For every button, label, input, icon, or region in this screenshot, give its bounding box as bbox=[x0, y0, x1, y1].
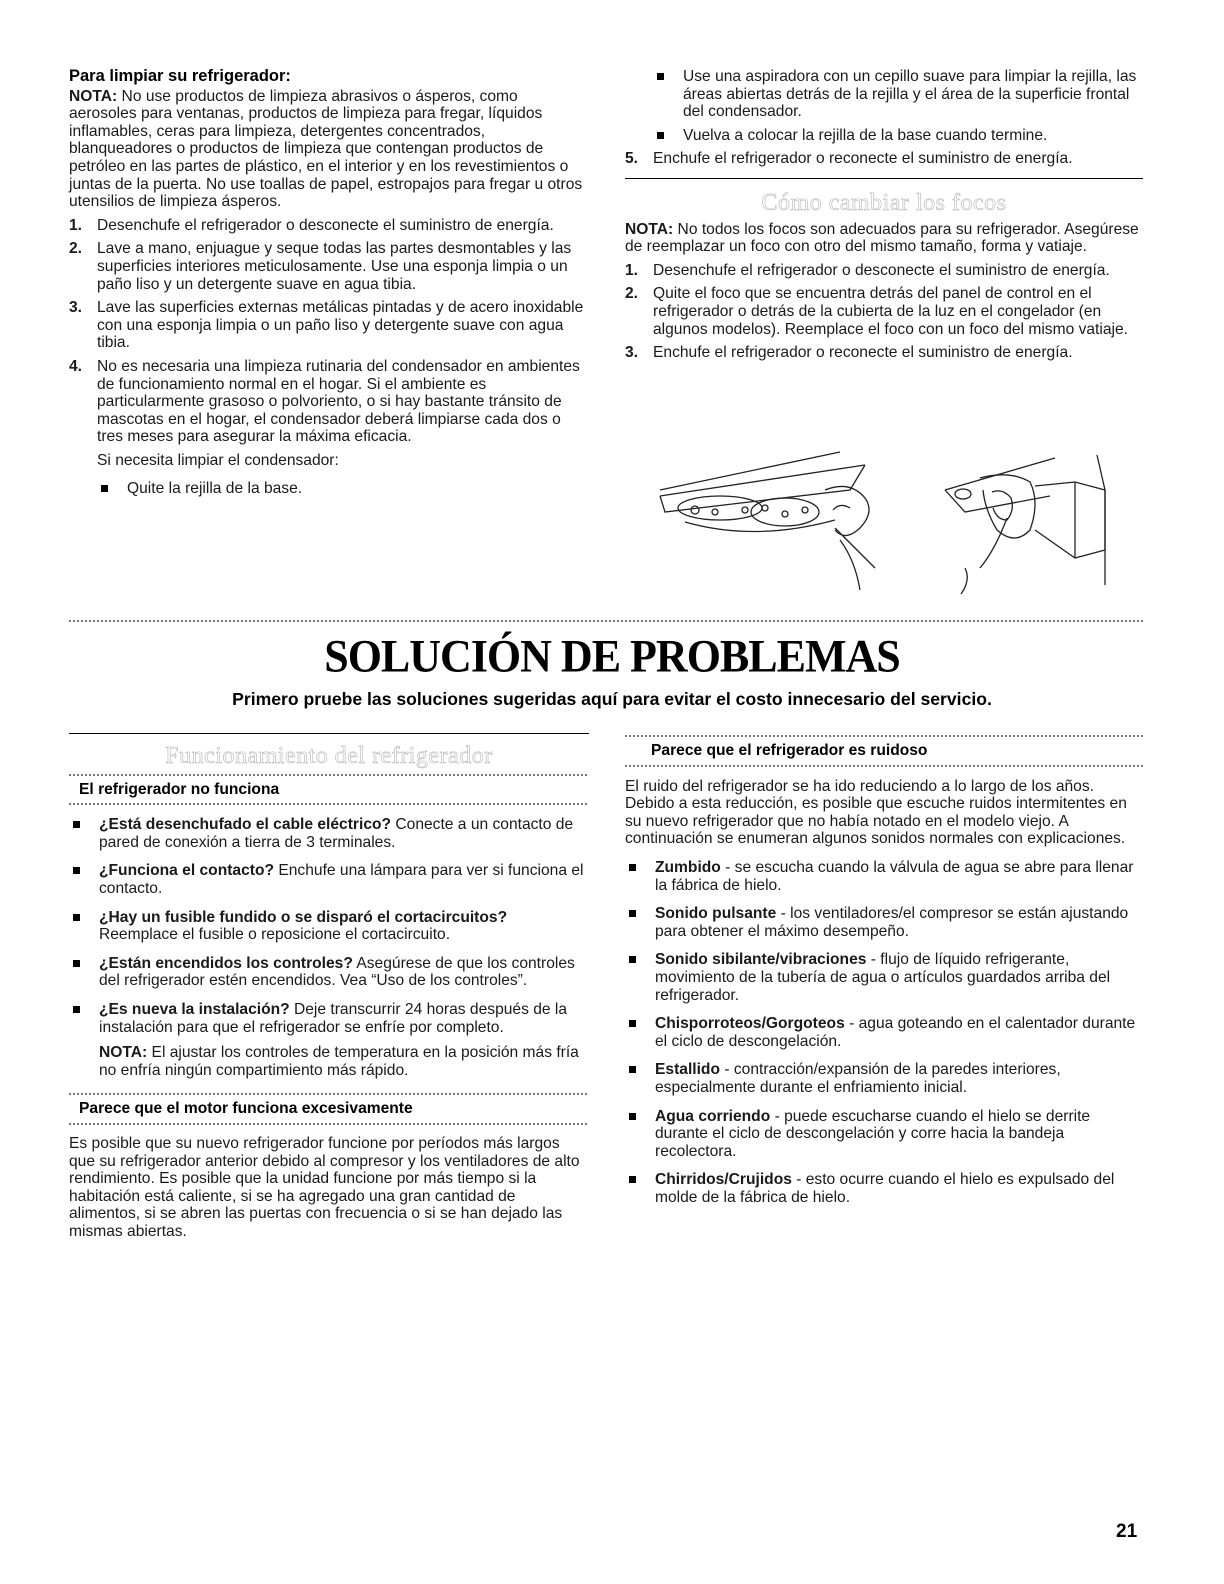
divider bbox=[69, 1123, 589, 1125]
bullet-icon bbox=[73, 960, 80, 967]
condenser-bullets-cont bbox=[625, 68, 1143, 144]
motor-text: Es posible que su nuevo refrigerador funcione por períodos más largos que su refrigerador anterior debido al compresor y los ventiladores de alto rendimiento. Es posible que la unidad funcione por más tiempo si la habitación está caliente, si se ha agregado una gran cantidad de alimentos, si se abren las puertas con frecuencia o si se han dejado las mismas abiertas. bbox=[69, 1134, 580, 1240]
note-text: No use productos de limpieza abrasivos o ásperos, como aerosoles para ventanas, productos de limpieza para fregar, líquidos inflamables, ceras para limpieza, detergentes concentrados, blanqueadores o productos de limpieza que contengan productos de petróleo en las partes de plástico, en el interior y en los revestimientos o juntas de la puerta. No use toallas de papel, estropajos para fregar u otros utensilios de limpieza ásperos. bbox=[69, 87, 583, 211]
list-item: Vuelva a colocar la rejilla de la base cuando termine. bbox=[653, 127, 1143, 145]
divider bbox=[69, 733, 589, 734]
refrigerator-operation-section bbox=[69, 733, 589, 1240]
cleaning-steps bbox=[69, 217, 589, 446]
bulbs-steps bbox=[625, 262, 1143, 362]
list-item: 2. Quite el foco que se encuentra detrás del panel de control en el refrigerador o detrás de la cubierta de la luz en el congelador (en algunos modelos). Reemplace el foco con un foco del mismo vatiaje. bbox=[625, 285, 1128, 338]
list-item: Zumbido - se escucha cuando la válvula de agua se abre para llenar la fábrica de hielo. bbox=[625, 859, 1143, 894]
bullet-icon bbox=[101, 485, 108, 492]
divider bbox=[69, 620, 1143, 622]
noise-section bbox=[625, 733, 1143, 1206]
bullet-icon bbox=[73, 914, 80, 921]
divider bbox=[625, 178, 1143, 179]
cleaning-heading: Para limpiar su refrigerador: bbox=[69, 67, 291, 85]
note-label: NOTA: bbox=[99, 1044, 148, 1062]
list-item: 1. Desenchufe el refrigerador o desconecte el suministro de energía. bbox=[69, 216, 554, 234]
list-item: ¿Hay un fusible fundido o se disparó el cortacircuitos? Reemplace el fusible o reposicione el cortacircuito. bbox=[69, 909, 589, 944]
bullet-icon bbox=[73, 821, 80, 828]
list-item: 5. Enchufe el refrigerador o reconecte el suministro de energía. bbox=[625, 150, 1073, 168]
bullet-icon bbox=[629, 1176, 636, 1183]
divider bbox=[69, 803, 589, 805]
page-title: SOLUCIÓN DE PROBLEMAS bbox=[324, 630, 900, 683]
note-text: No todos los focos son adecuados para su refrigerador. Asegúrese de reemplazar un foco con otro del mismo tamaño, forma y vatiaje. bbox=[625, 220, 1139, 256]
step-5 bbox=[625, 150, 1143, 168]
condenser-continued bbox=[625, 68, 1143, 362]
cleaning-note bbox=[69, 88, 589, 211]
not-working-note bbox=[69, 1044, 589, 1079]
subheading-motor: Parece que el motor funciona excesivamente bbox=[79, 1100, 413, 1118]
subheading-noisy: Parece que el refrigerador es ruidoso bbox=[651, 742, 928, 759]
not-working-items bbox=[69, 816, 589, 1036]
note-label: NOTA: bbox=[69, 87, 118, 105]
list-item: ¿Funciona el contacto? Enchufe una lámpara para ver si funciona el contacto. bbox=[69, 862, 589, 897]
page-number: 21 bbox=[1116, 1521, 1138, 1542]
bullet-icon bbox=[73, 867, 80, 874]
condenser-bullets bbox=[69, 480, 589, 498]
list-item: 1. Desenchufe el refrigerador o desconecte el suministro de energía. bbox=[625, 261, 1110, 279]
list-item: Sonido pulsante - los ventiladores/el compresor se están ajustando para obtener el máximo desempeño. bbox=[625, 905, 1143, 940]
note-text: El ajustar los controles de temperatura en la posición más fría no enfría ningún compartimiento más rápido. bbox=[99, 1044, 579, 1079]
bullet-icon bbox=[629, 1113, 636, 1120]
bullet-icon bbox=[629, 956, 636, 963]
list-item: Chirridos/Crujidos - esto ocurre cuando el hielo es expulsado del molde de la fábrica de hielo. bbox=[625, 1171, 1143, 1206]
list-item: Sonido sibilante/vibraciones - flujo de líquido refrigerante, movimiento de la tubería de agua o artículos guardados arriba del refrigerador. bbox=[625, 951, 1143, 1004]
noise-items bbox=[625, 859, 1143, 1207]
list-item: ¿Están encendidos los controles? Asegúrese de que los controles del refrigerador estén encendidos. Vea “Uso de los controles”. bbox=[69, 955, 589, 990]
bullet-icon bbox=[657, 132, 664, 139]
list-item: Estallido - contracción/expansión de la paredes interiores, especialmente durante el enfriamiento inicial. bbox=[625, 1061, 1143, 1096]
list-item: 2. Lave a mano, enjuague y seque todas las partes desmontables y las superficies interiores meticulosamente. Use una esponja limpia o un paño liso y un detergente suave en agua tibia. bbox=[69, 240, 572, 293]
list-item: ¿Es nueva la instalación? Deje transcurrir 24 horas después de la instalación para que el refrigerador se enfríe por completo. bbox=[69, 1001, 589, 1036]
list-item: Quite la rejilla de la base. bbox=[97, 480, 589, 498]
list-item: Chisporroteos/Gorgoteos - agua goteando en el calentador durante el ciclo de descongelación. bbox=[625, 1015, 1143, 1050]
list-item: Use una aspiradora con un cepillo suave para limpiar la rejilla, las áreas abiertas detrás de la rejilla y el área de la superficie frontal del condensador. bbox=[653, 68, 1143, 121]
condenser-intro: Si necesita limpiar el condensador: bbox=[97, 451, 339, 469]
list-item: 4. No es necesaria una limpieza rutinaria del condensador en ambientes de funcionamiento normal en el hogar. Si el ambiente es particularmente grasoso o polvoriento, o si hay bastante tránsito de mascotas en el hogar, el condensador deberá limpiarse cada dos o tres meses para asegurar la máxima eficacia. bbox=[69, 357, 580, 446]
cleaning-section bbox=[69, 68, 589, 498]
bulb-replacement-illustration bbox=[635, 450, 1135, 600]
bullet-icon bbox=[629, 910, 636, 917]
subheading-not-working: El refrigerador no funciona bbox=[79, 780, 280, 798]
note-label: NOTA: bbox=[625, 220, 674, 238]
bullet-icon bbox=[629, 1066, 636, 1073]
bullet-icon bbox=[657, 73, 664, 80]
bullet-icon bbox=[629, 864, 636, 871]
noise-intro: El ruido del refrigerador se ha ido reduciendo a lo largo de los años. Debido a esta reducción, es posible que escuche ruidos intermitentes en su nuevo refrigerador que no había notado en el modelo viejo. A continuación se enumeran algunos sonidos normales con explicaciones. bbox=[625, 777, 1127, 848]
list-item: Agua corriendo - puede escucharse cuando el hielo se derrite durante el ciclo de descongelación y corre hacia la bandeja recolectora. bbox=[625, 1108, 1143, 1161]
list-item: 3. Lave las superficies externas metálicas pintadas y de acero inoxidable con una esponja limpia o un paño liso y detergente suave con agua tibia. bbox=[69, 299, 584, 352]
list-item: 3. Enchufe el refrigerador o reconecte el suministro de energía. bbox=[625, 344, 1073, 362]
bulbs-note bbox=[625, 221, 1143, 256]
page-subtitle: Primero pruebe las soluciones sugeridas aquí para evitar el costo innecesario del servicio. bbox=[232, 689, 992, 709]
bullet-icon bbox=[73, 1006, 80, 1013]
bullet-icon bbox=[629, 1020, 636, 1027]
section-title-operation: Funcionamiento del refrigerador bbox=[165, 743, 493, 769]
divider bbox=[625, 765, 1143, 767]
list-item: ¿Está desenchufado el cable eléctrico? Conecte a un contacto de pared de conexión a tierra de 3 terminales. bbox=[69, 816, 589, 851]
section-title-bulbs: Cómo cambiar los focos bbox=[761, 189, 1007, 216]
